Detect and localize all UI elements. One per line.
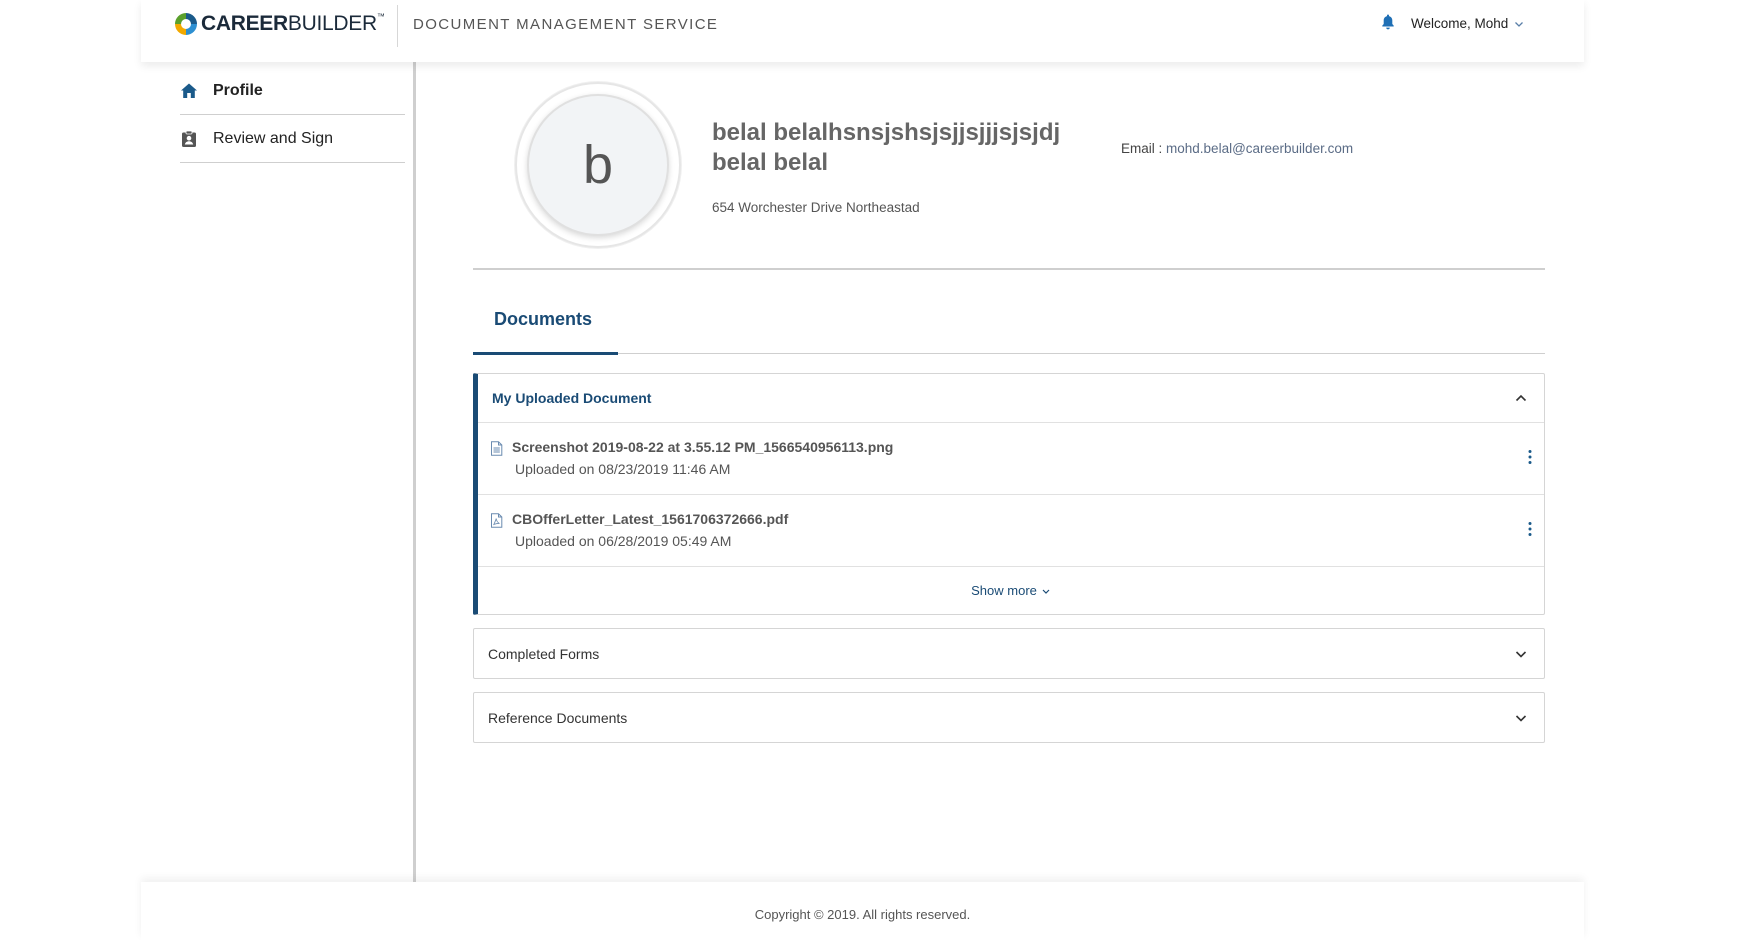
list-item[interactable] bbox=[478, 423, 1544, 495]
document-date: Uploaded on 06/28/2019 05:49 AM bbox=[515, 533, 732, 549]
chevron-down-icon bbox=[1041, 586, 1051, 596]
header-divider bbox=[397, 5, 398, 47]
uploaded-documents-header[interactable] bbox=[478, 374, 1544, 423]
welcome-text: Welcome, Mohd bbox=[1411, 16, 1509, 31]
sidebar-item-label: Profile bbox=[213, 82, 263, 99]
tab-documents[interactable]: Documents bbox=[494, 309, 593, 329]
avatar bbox=[515, 82, 681, 248]
chevron-down-icon bbox=[1514, 19, 1524, 29]
sidebar-item-review-and-sign[interactable] bbox=[180, 116, 405, 163]
email-label: Email : bbox=[1121, 141, 1163, 156]
uploaded-documents-panel bbox=[473, 373, 1545, 615]
careerbuilder-logo[interactable] bbox=[175, 13, 385, 35]
profile-name: belal belalhsnsjshsjsjjsjjjsjsjdj belal belal bbox=[712, 119, 1061, 176]
footer bbox=[141, 882, 1584, 940]
list-item[interactable] bbox=[478, 495, 1544, 567]
reference-documents-panel[interactable] bbox=[473, 692, 1545, 743]
completed-forms-panel[interactable] bbox=[473, 628, 1545, 679]
panel-title: Reference Documents bbox=[488, 709, 628, 726]
home-icon bbox=[180, 82, 198, 100]
tabs-divider bbox=[473, 353, 1545, 354]
bell-icon[interactable] bbox=[1381, 14, 1395, 30]
copyright-text: Copyright © 2019. All rights reserved. bbox=[754, 907, 971, 922]
avatar-letter: b bbox=[527, 94, 669, 236]
panel-title: My Uploaded Document bbox=[492, 390, 652, 406]
profile-email bbox=[1121, 141, 1353, 156]
profile-address: 654 Worchester Drive Northeastad bbox=[712, 200, 920, 215]
show-more-button[interactable] bbox=[478, 567, 1544, 614]
tab-active-indicator bbox=[473, 352, 618, 355]
chevron-down-icon[interactable] bbox=[1514, 647, 1528, 661]
logo-wordmark: CAREERBUILDER™ bbox=[201, 12, 385, 35]
document-date: Uploaded on 08/23/2019 11:46 AM bbox=[515, 461, 731, 477]
sidebar bbox=[141, 62, 416, 882]
clipboard-user-icon bbox=[180, 130, 198, 148]
service-title: DOCUMENT MANAGEMENT SERVICE bbox=[413, 16, 719, 33]
reference-documents-header[interactable] bbox=[474, 693, 1544, 742]
document-name[interactable]: Screenshot 2019-08-22 at 3.55.12 PM_1566540956113.png bbox=[512, 439, 894, 455]
more-options-icon[interactable] bbox=[1528, 449, 1532, 465]
completed-forms-header[interactable] bbox=[474, 629, 1544, 678]
chevron-up-icon[interactable] bbox=[1514, 391, 1528, 405]
sidebar-item-profile[interactable] bbox=[180, 68, 405, 115]
document-icon bbox=[490, 441, 503, 456]
panel-title: Completed Forms bbox=[488, 645, 600, 662]
show-more-label: Show more bbox=[971, 583, 1037, 598]
pdf-icon bbox=[490, 513, 503, 528]
globe-logo-icon bbox=[175, 13, 197, 35]
top-header bbox=[141, 0, 1584, 62]
sidebar-item-label: Review and Sign bbox=[213, 130, 334, 147]
chevron-down-icon[interactable] bbox=[1514, 711, 1528, 725]
more-options-icon[interactable] bbox=[1528, 521, 1532, 537]
profile-divider bbox=[473, 268, 1545, 270]
document-name[interactable]: CBOfferLetter_Latest_1561706372666.pdf bbox=[512, 511, 789, 527]
email-value[interactable]: mohd.belal@careerbuilder.com bbox=[1166, 141, 1354, 156]
user-menu[interactable] bbox=[1411, 16, 1524, 31]
